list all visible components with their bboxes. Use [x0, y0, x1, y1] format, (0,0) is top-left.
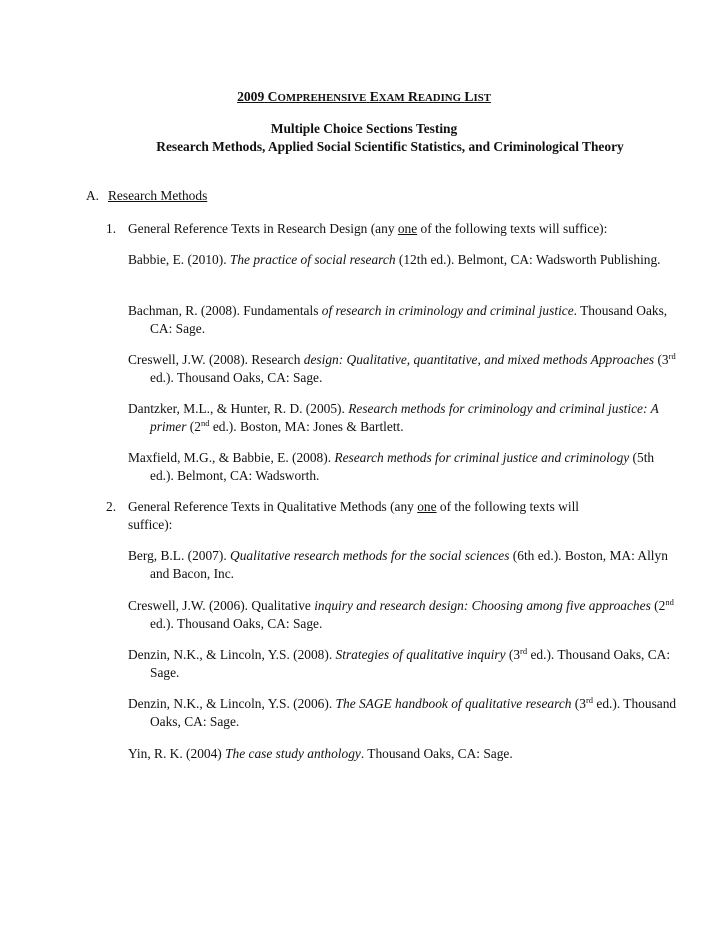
reference-entry: [128, 251, 680, 269]
reference-entry: [128, 547, 680, 583]
title-word-initial: C: [267, 89, 278, 104]
list-item-1: [106, 220, 666, 238]
ref-edition-suffix: nd: [665, 597, 674, 607]
reference-entry: [128, 351, 680, 387]
title-word-initial: L: [464, 89, 474, 104]
ref-authors: Bachman, R. (2008). Fundamentals: [128, 303, 322, 318]
ref-edition-suffix: rd: [668, 351, 676, 361]
list-item-number: 2.: [106, 499, 117, 514]
title-year: 2009: [237, 89, 265, 104]
item-text: General Reference Texts in Qualitative Methods (any: [128, 499, 418, 514]
section-letter: A.: [86, 188, 100, 203]
item-emphasis: one: [417, 499, 437, 514]
item-text-continuation: suffice):: [128, 517, 173, 532]
title-word-rest: XAM: [378, 92, 405, 104]
ref-title: Qualitative research methods for the social sciences: [230, 548, 510, 563]
title-word-initial: E: [369, 89, 379, 104]
ref-publisher: (5th ed.). Belmont, CA: Wadsworth.: [150, 450, 655, 483]
item-emphasis: one: [397, 221, 418, 236]
reference-entry: [128, 449, 680, 485]
ref-authors: Denzin, N.K., & Lincoln, Y.S. (2006).: [128, 696, 336, 711]
item-text: of the following texts will: [436, 499, 580, 514]
ref-title: of research in criminology and criminal justice: [321, 303, 574, 318]
ref-publisher: ed.). Thousand Oaks, CA: Sage.: [150, 616, 323, 631]
ref-title: The case study anthology: [225, 746, 361, 761]
ref-edition: (3: [654, 352, 669, 367]
reference-entry: [128, 302, 680, 338]
ref-edition: (3: [505, 647, 521, 662]
item-text: General Reference Texts in Research Design (any: [128, 221, 398, 236]
ref-edition-suffix: rd: [520, 646, 528, 656]
section-name: Research Methods: [108, 188, 208, 203]
item-text: of the following texts will suffice):: [417, 221, 608, 236]
ref-edition-suffix: rd: [585, 695, 594, 705]
reference-entry: [128, 597, 680, 633]
ref-title: Research methods for criminology and criminal justice: A primer: [150, 401, 659, 434]
ref-publisher: ed.). Thousand Oaks, CA: Sage.: [150, 696, 677, 729]
ref-publisher: (6th ed.). Boston, MA: Allyn and Bacon, Inc.: [150, 548, 668, 581]
page-title: [0, 88, 728, 107]
ref-authors: Creswell, J.W. (2008). Research: [128, 352, 304, 367]
ref-authors: Berg, B.L. (2007).: [128, 548, 231, 563]
ref-title: inquiry and research design: Choosing among five approaches: [314, 598, 651, 613]
ref-edition: (2: [186, 419, 201, 434]
ref-title: Research methods for criminal justice and criminology: [334, 450, 630, 465]
ref-authors: Dantzker, M.L., & Hunter, R. D. (2005).: [128, 401, 349, 416]
subtitle-line-1: Multiple Choice Sections Testing: [270, 121, 458, 136]
list-item-2: [106, 498, 666, 534]
section-heading: [86, 187, 207, 205]
title-word-rest: OMPREHENSIVE: [277, 92, 367, 104]
reference-entry: [128, 400, 680, 436]
subtitle-line-2: Research Methods, Applied Social Scientific Statistics, and Criminological Theory: [156, 139, 624, 154]
ref-edition-suffix: nd: [200, 418, 210, 428]
ref-publisher: (12th ed.). Belmont, CA: Wadsworth Publishing.: [395, 252, 661, 267]
ref-title: The practice of social research: [229, 252, 396, 267]
ref-authors: Yin, R. K. (2004): [128, 746, 226, 761]
ref-publisher: . Thousand Oaks, CA: Sage.: [150, 303, 668, 336]
ref-authors: Babbie, E. (2010).: [128, 252, 230, 267]
list-item-number: 1.: [106, 221, 117, 236]
title-word-initial: R: [407, 89, 418, 104]
reference-entry: [128, 695, 680, 731]
title-word-rest: IST: [473, 92, 491, 104]
ref-publisher: ed.). Boston, MA: Jones & Bartlett.: [209, 419, 404, 434]
reference-entry: [128, 646, 680, 682]
ref-edition: (2: [650, 598, 666, 613]
ref-title: design: Qualitative, quantitative, and mixed methods Approaches: [303, 352, 655, 367]
ref-publisher: . Thousand Oaks, CA: Sage.: [360, 746, 513, 761]
ref-edition: (3: [571, 696, 586, 711]
ref-authors: Maxfield, M.G., & Babbie, E. (2008).: [128, 450, 335, 465]
ref-publisher: ed.). Thousand Oaks, CA: Sage.: [150, 370, 323, 385]
ref-title: The SAGE handbook of qualitative research: [335, 696, 572, 711]
reference-entry: [128, 745, 680, 763]
ref-title: Strategies of qualitative inquiry: [335, 647, 506, 662]
title-word-rest: EADING: [417, 92, 462, 104]
ref-authors: Denzin, N.K., & Lincoln, Y.S. (2008).: [128, 647, 336, 662]
ref-authors: Creswell, J.W. (2006). Qualitative: [128, 598, 315, 613]
ref-publisher: ed.). Thousand Oaks, CA: Sage.: [150, 647, 671, 680]
